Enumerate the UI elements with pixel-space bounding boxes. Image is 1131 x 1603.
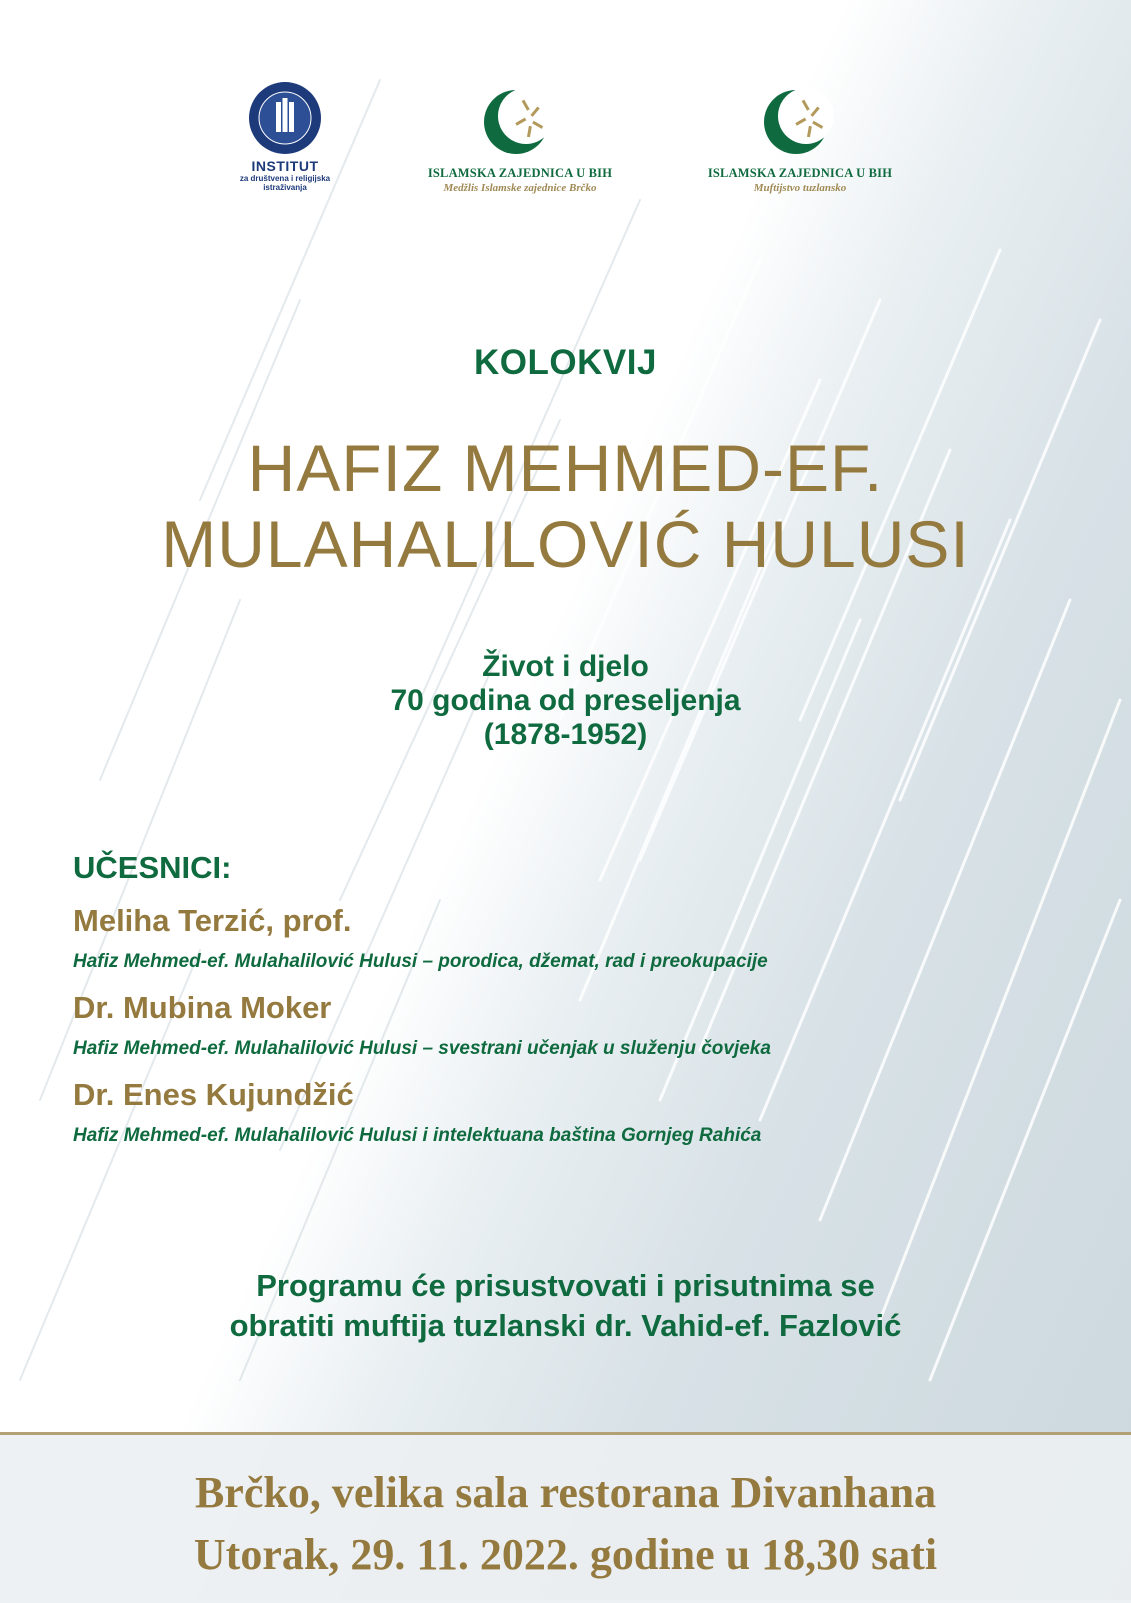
iz-tuzla-logo bbox=[680, 86, 920, 194]
announcement-line-2: obratiti muftija tuzlanski dr. Vahid-ef. Fazlović bbox=[229, 1308, 902, 1343]
participant-name: Dr. Mubina Moker bbox=[73, 990, 332, 1025]
main-title-line-2: MULAHALILOVIĆ HULUSI bbox=[161, 507, 970, 581]
logos-row bbox=[0, 80, 1131, 220]
subtitle-line-2: 70 godina od preseljenja bbox=[390, 684, 741, 717]
iz-brcko-logo bbox=[400, 86, 640, 194]
subtitle-block bbox=[0, 650, 1131, 752]
iz-tuzla-title: ISLAMSKA ZAJEDNICA U BIH bbox=[707, 166, 893, 180]
participant-name: Meliha Terzić, prof. bbox=[73, 903, 352, 938]
participants-section bbox=[73, 850, 1073, 1147]
crescent-stars-icon bbox=[480, 86, 560, 156]
event-type: KOLOKVIJ bbox=[474, 343, 657, 382]
participant-topic: Hafiz Mehmed-ef. Mulahalilović Hulusi – svestrani učenjak u služenju čovjeka bbox=[73, 1038, 771, 1059]
crescent-stars-icon bbox=[760, 86, 840, 156]
participants-heading: UČESNICI: bbox=[73, 850, 232, 885]
main-title bbox=[0, 430, 1131, 582]
participant-topic: Hafiz Mehmed-ef. Mulahalilović Hulusi – porodica, džemat, rad i preokupacije bbox=[73, 951, 768, 972]
iz-tuzla-subtitle: Muftijstvo tuzlansko bbox=[753, 182, 847, 194]
participant-topic: Hafiz Mehmed-ef. Mulahalilović Hulusi i intelektuana baština Gornjeg Rahića bbox=[73, 1125, 762, 1146]
subtitle-line-1: Život i djelo bbox=[482, 650, 649, 683]
institut-sub-1: za društvena i religijska bbox=[239, 174, 331, 183]
footer-datetime: Utorak, 29. 11. 2022. godine u 18,30 sati bbox=[193, 1530, 938, 1579]
announcement bbox=[0, 1266, 1131, 1346]
subtitle-line-3: (1878-1952) bbox=[483, 718, 648, 751]
institut-sub-2: istraživanja bbox=[263, 183, 307, 192]
iz-brcko-subtitle: Medžlis Islamske zajednice Brčko bbox=[443, 182, 597, 194]
footer-location: Brčko, velika sala restorana Divanhana bbox=[194, 1468, 937, 1517]
main-title-line-1: HAFIZ MEHMED-EF. bbox=[247, 431, 884, 505]
institut-seal-icon bbox=[247, 80, 323, 156]
institut-name: INSTITUT bbox=[251, 158, 319, 174]
participant-name: Dr. Enes Kujundžić bbox=[73, 1077, 354, 1112]
institut-logo bbox=[215, 80, 355, 192]
footer bbox=[0, 1432, 1131, 1603]
iz-brcko-title: ISLAMSKA ZAJEDNICA U BIH bbox=[427, 166, 613, 180]
announcement-line-1: Programu će prisustvovati i prisutnima se bbox=[256, 1268, 875, 1303]
